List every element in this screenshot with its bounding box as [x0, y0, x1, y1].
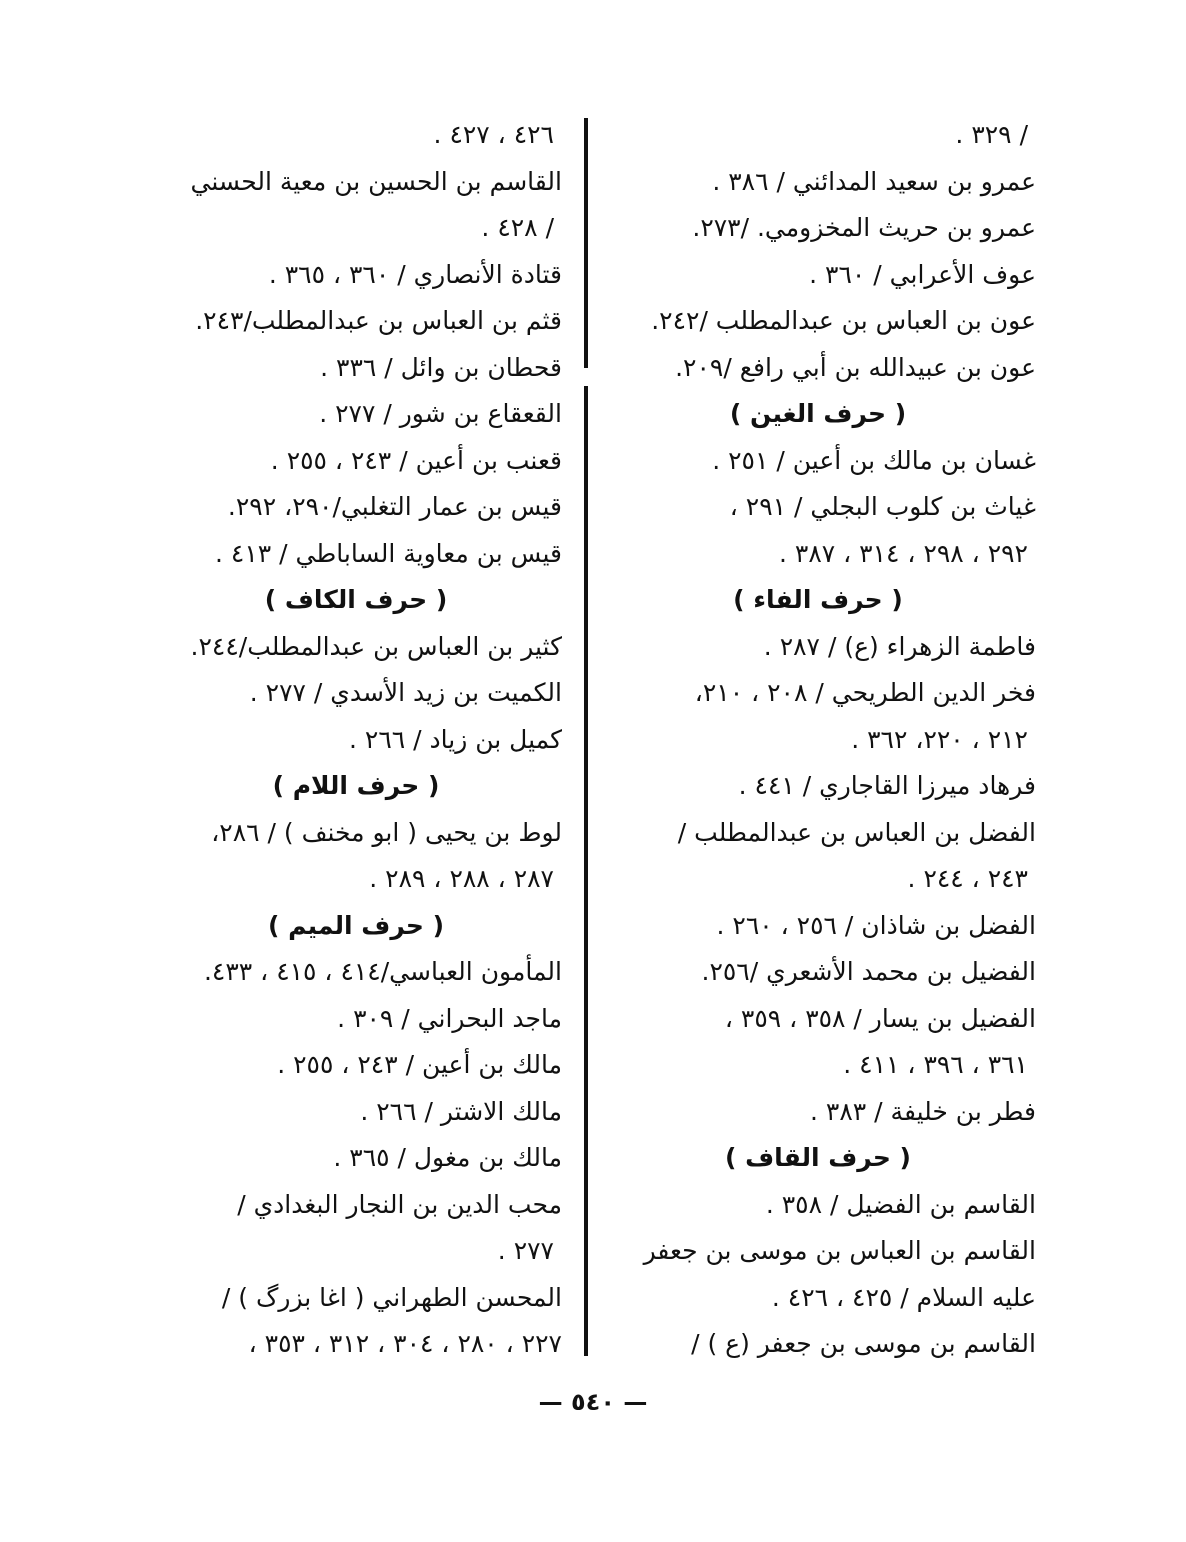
column-divider — [584, 118, 588, 1356]
index-entry-line: الفضل بن شاذان / ٢٥٦ ، ٢٦٠ . — [716, 910, 1036, 940]
index-entry-line: قعنب بن أعين / ٢٤٣ ، ٢٥٥ . — [270, 445, 562, 475]
index-entry-line: الفضل بن العباس بن عبدالمطلب / — [677, 817, 1036, 847]
index-entry-line: كثير بن العباس بن عبدالمطلب/٢٤٤. — [190, 631, 562, 661]
index-entry-line: ٢٨٧ ، ٢٨٨ ، ٢٨٩ . — [369, 864, 554, 893]
section-heading: ( حرف الميم ) — [267, 910, 445, 940]
index-entry-line: لوط بن يحيى ( ابو مخنف ) / ٢٨٦، — [211, 817, 562, 847]
index-entry-line: ماجد البحراني / ٣٠٩ . — [337, 1003, 562, 1033]
index-entry-line: ٢٩٢ ، ٢٩٨ ، ٣١٤ ، ٣٨٧ . — [779, 538, 1028, 568]
section-heading: ( حرف اللام ) — [272, 771, 440, 800]
index-entry-line: القعقاع بن شور / ٢٧٧ . — [319, 399, 562, 428]
index-entry-line: ٢٤٣ ، ٢٤٤ . — [907, 864, 1028, 893]
index-entry-line: قحطان بن وائل / ٣٣٦ . — [320, 352, 562, 382]
index-entry-line: الكميت بن زيد الأسدي / ٢٧٧ . — [249, 678, 562, 707]
index-entry-line: قتادة الأنصاري / ٣٦٠ ، ٣٦٥ . — [268, 259, 562, 289]
index-entry-line: غسان بن مالك بن أعين / ٢٥١ . — [712, 445, 1036, 475]
index-entry-line: المأمون العباسي/٤١٤ ، ٤١٥ ، ٤٣٣. — [203, 957, 562, 986]
index-entry-line: عوف الأعرابي / ٣٦٠ . — [809, 259, 1036, 289]
index-entry-line: الفضيل بن يسار / ٣٥٨ ، ٣٥٩ ، — [724, 1003, 1036, 1033]
index-entry-line: مالك بن أعين / ٢٤٣ ، ٢٥٥ . — [277, 1050, 562, 1079]
index-entry-line: القاسم بن موسى بن جعفر (ع ) / — [691, 1329, 1036, 1358]
index-entry-line: مالك الاشتر / ٢٦٦ . — [360, 1096, 562, 1126]
section-heading: ( حرف الفاء ) — [733, 585, 903, 614]
page-number: — ٥٤٠ — — [538, 1388, 648, 1416]
index-entry-line: قيس بن معاوية الساباطي / ٤١٣ . — [214, 538, 562, 568]
index-entry-line: فطر بن خليفة / ٣٨٣ . — [810, 1096, 1036, 1126]
index-entry-line: قثم بن العباس بن عبدالمطلب/٢٤٣. — [195, 306, 562, 335]
index-entry-line: عمرو بن سعيد المدائني / ٣٨٦ . — [712, 166, 1036, 196]
index-entry-line: ٢٧٧ . — [497, 1236, 554, 1265]
index-entry-line: عون بن العباس بن عبدالمطلب /٢٤٢. — [651, 306, 1036, 335]
index-entry-line: المحسن الطهراني ( اغا بزرگ ) / — [221, 1282, 562, 1312]
index-entry-line: الفضيل بن محمد الأشعري /٢٥٦. — [701, 957, 1036, 986]
index-entry-line: محب الدين بن النجار البغدادي / — [237, 1189, 562, 1219]
index-entry-line: / ٣٢٩ . — [955, 120, 1028, 149]
index-entry-line: ٣٦١ ، ٣٩٦ ، ٤١١ . — [843, 1050, 1028, 1079]
index-entry-line: عون بن عبيدالله بن أبي رافع /٢٠٩. — [675, 352, 1036, 382]
index-entry-line: ٢١٢ ، ٢٢٠، ٣٦٢ . — [851, 724, 1028, 754]
index-entry-line: القاسم بن الحسين بن معية الحسني — [190, 166, 562, 196]
left-column — [150, 112, 562, 1368]
index-entry-line: كميل بن زياد / ٢٦٦ . — [348, 724, 562, 754]
index-entry-line: فخر الدين الطريحي / ٢٠٨ ، ٢١٠، — [694, 678, 1036, 707]
section-heading: ( حرف القاف ) — [725, 1143, 911, 1172]
index-entry-line: غياث بن كلوب البجلي / ٢٩١ ، — [729, 492, 1036, 521]
index-entry-line: ٤٢٦ ، ٤٢٧ . — [433, 120, 554, 149]
index-entry-line: مالك بن مغول / ٣٦٥ . — [333, 1143, 562, 1172]
index-entry-line: عليه السلام / ٤٢٥ ، ٤٢٦ . — [771, 1282, 1036, 1312]
index-entry-line: قيس بن عمار التغلبي/٢٩٠، ٢٩٢. — [227, 492, 562, 521]
column-divider-gap — [580, 368, 592, 386]
index-entry-line: القاسم بن العباس بن موسى بن جعفر — [643, 1236, 1036, 1265]
index-entry-line: فاطمة الزهراء (ع) / ٢٨٧ . — [763, 631, 1036, 661]
index-entry-line: فرهاد ميرزا القاجاري / ٤٤١ . — [738, 771, 1036, 800]
index-entry-line: / ٤٢٨ . — [481, 213, 554, 242]
index-entry-line: عمرو بن حريث المخزومي. /٢٧٣. — [692, 213, 1036, 242]
right-column — [600, 112, 1036, 1368]
index-entry-line: القاسم بن الفضيل / ٣٥٨ . — [765, 1189, 1036, 1219]
section-heading: ( حرف الكاف ) — [264, 585, 448, 614]
index-entry-line: ٢٢٧ ، ٢٨٠ ، ٣٠٤ ، ٣١٢ ، ٣٥٣ ، — [248, 1329, 562, 1358]
section-heading: ( حرف الغين ) — [729, 399, 907, 428]
